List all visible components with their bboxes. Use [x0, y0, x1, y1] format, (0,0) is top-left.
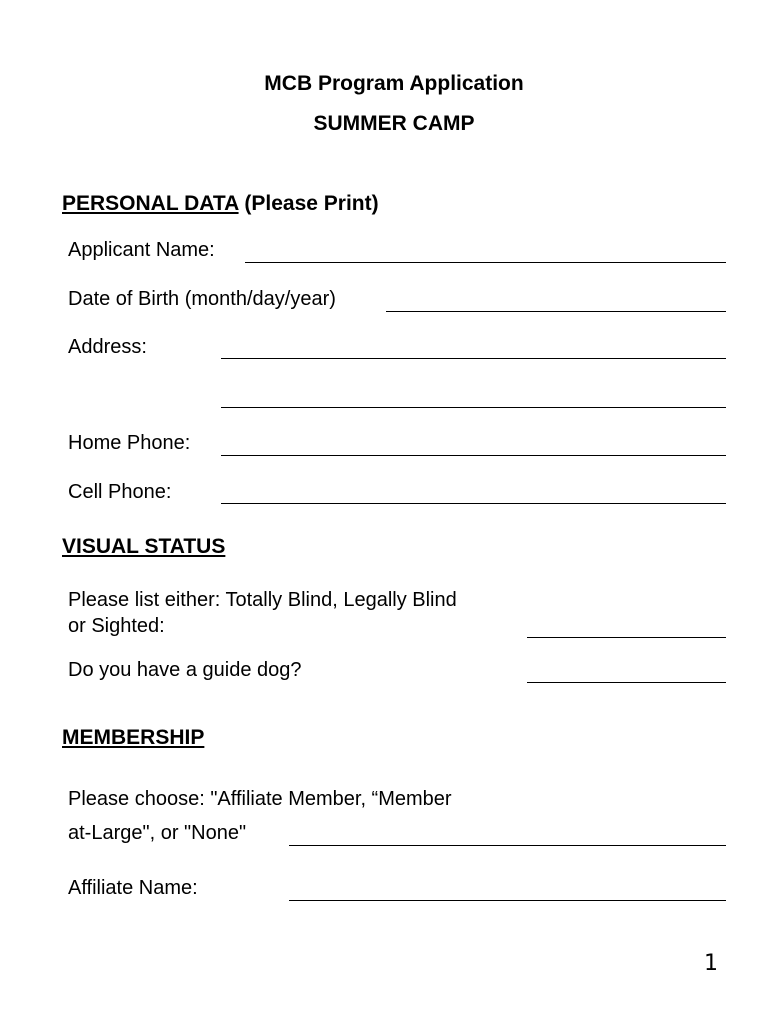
guide-dog-field[interactable]	[527, 682, 726, 683]
membership-heading-text: MEMBERSHIP	[62, 726, 205, 749]
home-phone-field[interactable]	[221, 455, 726, 456]
dob-label: Date of Birth (month/day/year)	[68, 288, 336, 310]
address-label: Address:	[68, 336, 147, 358]
visual-status-field[interactable]	[527, 637, 726, 638]
visual-status-label-line-2: or Sighted:	[68, 615, 165, 637]
applicant-name-field[interactable]	[245, 262, 726, 263]
affiliate-name-label: Affiliate Name:	[68, 877, 198, 899]
applicant-name-label: Applicant Name:	[68, 239, 215, 261]
cell-phone-label: Cell Phone:	[68, 481, 172, 503]
cell-phone-field[interactable]	[221, 503, 726, 504]
affiliate-name-field[interactable]	[289, 900, 726, 901]
visual-status-label-line-1: Please list either: Totally Blind, Legally Blind	[68, 589, 457, 611]
home-phone-label: Home Phone:	[68, 432, 191, 454]
dob-field[interactable]	[386, 311, 726, 312]
visual-status-heading-text: VISUAL STATUS	[62, 535, 226, 558]
visual-status-heading	[62, 534, 225, 560]
document-title: MCB Program Application	[264, 72, 524, 95]
personal-data-heading-text: PERSONAL DATA	[62, 192, 239, 215]
address-field-line-2[interactable]	[221, 407, 726, 408]
membership-choice-label-line-2: at-Large", or "None"	[68, 822, 247, 844]
membership-heading	[62, 725, 204, 751]
guide-dog-label: Do you have a guide dog?	[68, 659, 302, 681]
page-number: 1	[704, 951, 718, 976]
address-field-line-1[interactable]	[221, 358, 726, 359]
personal-data-heading	[62, 191, 379, 217]
personal-data-heading-note: (Please Print)	[244, 192, 379, 215]
membership-choice-field[interactable]	[289, 845, 726, 846]
membership-choice-label-line-1: Please choose: "Affiliate Member, “Member	[68, 788, 452, 810]
document-subtitle: SUMMER CAMP	[313, 112, 475, 135]
